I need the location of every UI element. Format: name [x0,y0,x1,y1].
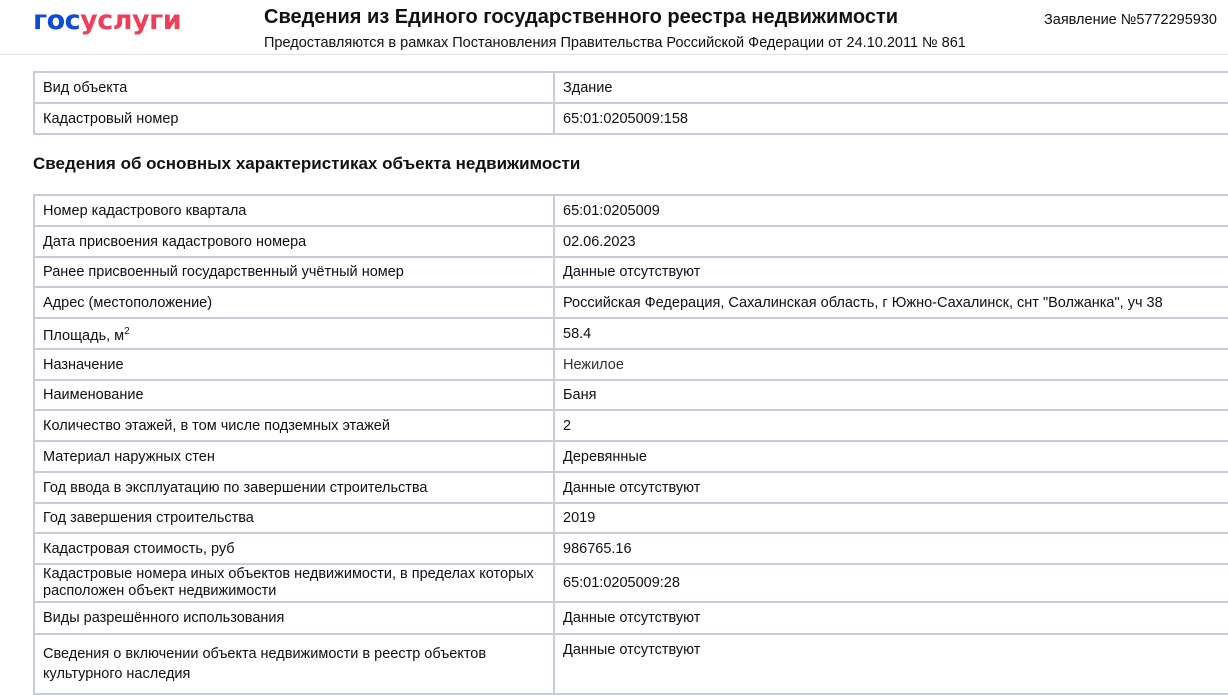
row-label: Кадастровые номера иных объектов недвижимости, в пределах которых расположен объект недвижимости [34,564,554,602]
row-label: Вид объекта [34,72,554,103]
table-row [34,602,1228,634]
row-label: Год завершения строительства [34,503,554,533]
row-label [34,318,554,349]
logo-part-uslugi: услуги [80,5,182,36]
row-value: Данные отсутствуют [554,257,1228,287]
logo-part-gos: гос [33,5,81,36]
row-value: Данные отсутствуют [554,472,1228,503]
table-row [34,103,1228,134]
table-row [34,410,1228,441]
row-value: Данные отсутствуют [554,634,1228,694]
gosuslugi-logo[interactable] [33,4,181,38]
table-row [34,564,1228,602]
table-row [34,503,1228,533]
table-row [34,533,1228,564]
row-label: Сведения о включении объекта недвижимости в реестр объектов культурного наследия [34,634,554,694]
table-row [34,72,1228,103]
row-label: Адрес (местоположение) [34,287,554,318]
row-label: Наименование [34,380,554,410]
application-number: Заявление №5772295930 [1044,12,1217,28]
table-row [34,195,1228,226]
table-row [34,257,1228,287]
row-value: 65:01:0205009 [554,195,1228,226]
table-row [34,634,1228,694]
row-value: Российская Федерация, Сахалинская область, г Южно-Сахалинск, снт "Волжанка", уч 38 [554,287,1228,318]
area-unit-superscript: 2 [124,325,130,337]
row-label: Год ввода в эксплуатацию по завершении строительства [34,472,554,503]
document-title: Сведения из Единого государственного реестра недвижимости [264,6,899,28]
row-value: 65:01:0205009:158 [554,103,1228,134]
row-label: Кадастровая стоимость, руб [34,533,554,564]
row-label: Ранее присвоенный государственный учётный номер [34,257,554,287]
row-value: 65:01:0205009:28 [554,564,1228,602]
table-row [34,441,1228,472]
row-label: Виды разрешённого использования [34,602,554,634]
table-row [34,318,1228,349]
table-row [34,380,1228,410]
section-title: Сведения об основных характеристиках объекта недвижимости [33,154,581,173]
table-row [34,472,1228,503]
row-value: Нежилое [554,349,1228,380]
row-value: Здание [554,72,1228,103]
row-label: Номер кадастрового квартала [34,195,554,226]
row-label: Дата присвоения кадастрового номера [34,226,554,257]
characteristics-table [33,194,1228,695]
row-value: 2 [554,410,1228,441]
area-label-text: Площадь, м [43,327,125,344]
table-row [34,226,1228,257]
row-label: Количество этажей, в том числе подземных этажей [34,410,554,441]
page-header [0,0,1228,55]
row-value: Данные отсутствуют [554,602,1228,634]
row-value: 02.06.2023 [554,226,1228,257]
table-row [34,287,1228,318]
row-value: 986765.16 [554,533,1228,564]
row-value: Баня [554,380,1228,410]
row-label: Назначение [34,349,554,380]
row-value: Деревянные [554,441,1228,472]
row-value: 2019 [554,503,1228,533]
row-value: 58.4 [554,318,1228,349]
row-label: Материал наружных стен [34,441,554,472]
document-subtitle: Предоставляются в рамках Постановления Правительства Российской Федерации от 24.10.2011 № 861 [264,35,966,51]
object-info-table [33,71,1228,135]
table-row [34,349,1228,380]
row-label: Кадастровый номер [34,103,554,134]
